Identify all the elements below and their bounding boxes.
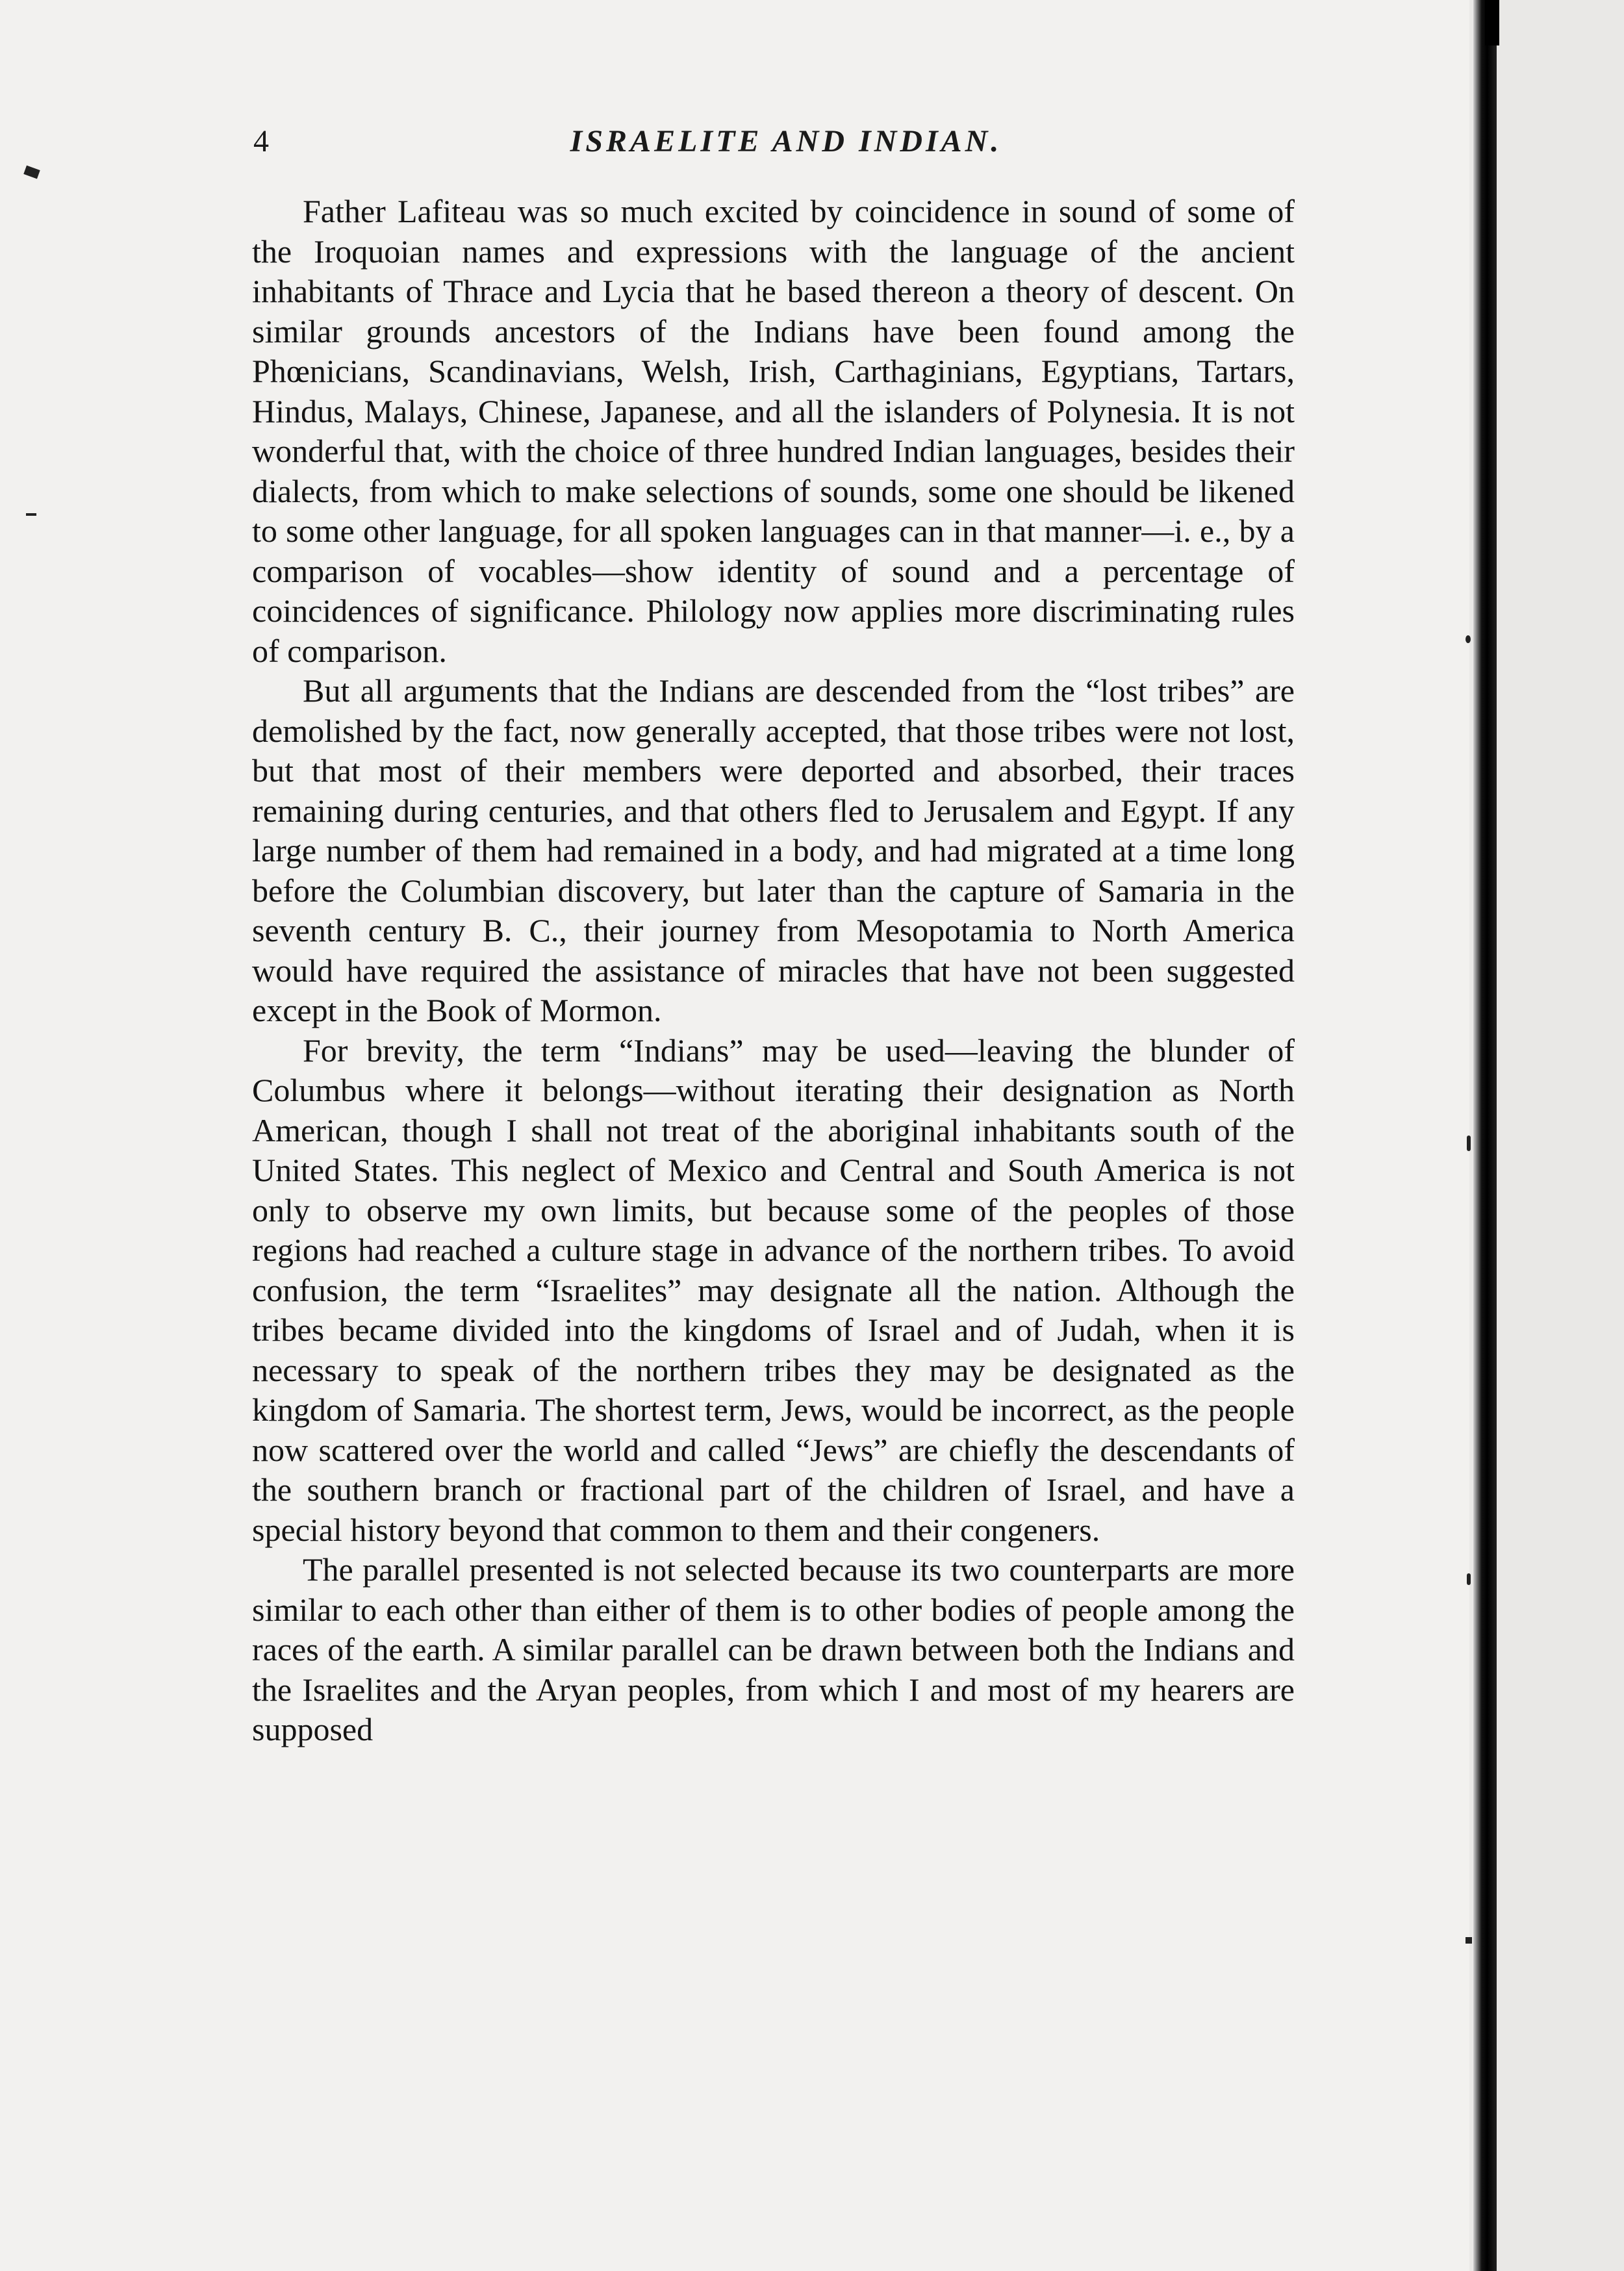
paragraph: For brevity, the term “Indians” may be used—leaving the blunder of Columbus where it belongs—without iterating their designation as North American, though I shall not treat of the aboriginal inhabitants south of the United States. This neglect of Mexico and Central and South America is not only to observe my own limits, but because some of the peoples of those regions had reached a culture stage in advance of the northern tribes. To avoid confusion, the term “Israelites” may designate all the nation. Although the tribes became divided into the kingdoms of Israel and of Judah, when it is necessary to speak of the northern tribes they may be designated as the kingdom of Samaria. The shortest term, Jews, would be incorrect, as the people now scattered over the world and called “Jews” are chiefly the descendants of the southern branch or fractional part of the children of Israel, and have a special history beyond that common to them and their congeners. (252, 1032, 1295, 1548)
page-number: 4 (253, 124, 269, 159)
scan-speck (1465, 635, 1471, 643)
book-binding-edge (1473, 0, 1497, 2271)
paragraph: The parallel presented is not selected because its two counterparts are more similar to each other than either of them is to other bodies of people among the races of the earth. A similar parallel can be drawn between both the Indians and the Israelites and the Aryan peoples, from which I and most of my hearers are supposed (252, 1551, 1295, 1747)
scan-speck (1465, 1937, 1472, 1944)
page-header (247, 109, 1299, 168)
scan-speck (1467, 1573, 1471, 1585)
paragraph: But all arguments that the Indians are descended from the “lost tribes” are demolished by the fact, now generally accepted, that those tribes were not lost, but that most of their members were deported and absorbed, their traces remaining during centuries, and that others fled to Jerusalem and Egypt. If any large number of them had remained in a body, and had migrated at a time long before the Columbian discovery, but later than the capture of Samaria in the seventh century B. C., their journey from Mesopotamia to North America would have required the assistance of miracles that have not been suggested except in the Book of Mormon. (252, 672, 1295, 1028)
scan-speck (26, 513, 36, 516)
running-title: ISRAELITE AND INDIAN. (570, 124, 1002, 159)
book-binding-shadow (1485, 0, 1499, 45)
body-text (252, 192, 1295, 1750)
scan-speck (1467, 1136, 1471, 1151)
paragraph: Father Lafiteau was so much excited by coincidence in sound of some of the Iroquoian names and expressions with the language of the ancient inhabitants of Thrace and Lycia that he based thereon a theory of descent. On similar grounds ancestors of the Indians have been found among the Phœnicians, Scandinavians, Welsh, Irish, Carthaginians, Egyptians, Tartars, Hindus, Malays, Chinese, Japanese, and all the islanders of Polynesia. It is not wonderful that, with the choice of three hundred Indian languages, besides their dialects, from which to make selections of sounds, some one should be likened to some other language, for all spoken languages can in that manner—i. e., by a comparison of vocables—show identity of sound and a percentage of coincidences of significance. Philology now applies more discriminating rules of comparison. (252, 193, 1295, 669)
